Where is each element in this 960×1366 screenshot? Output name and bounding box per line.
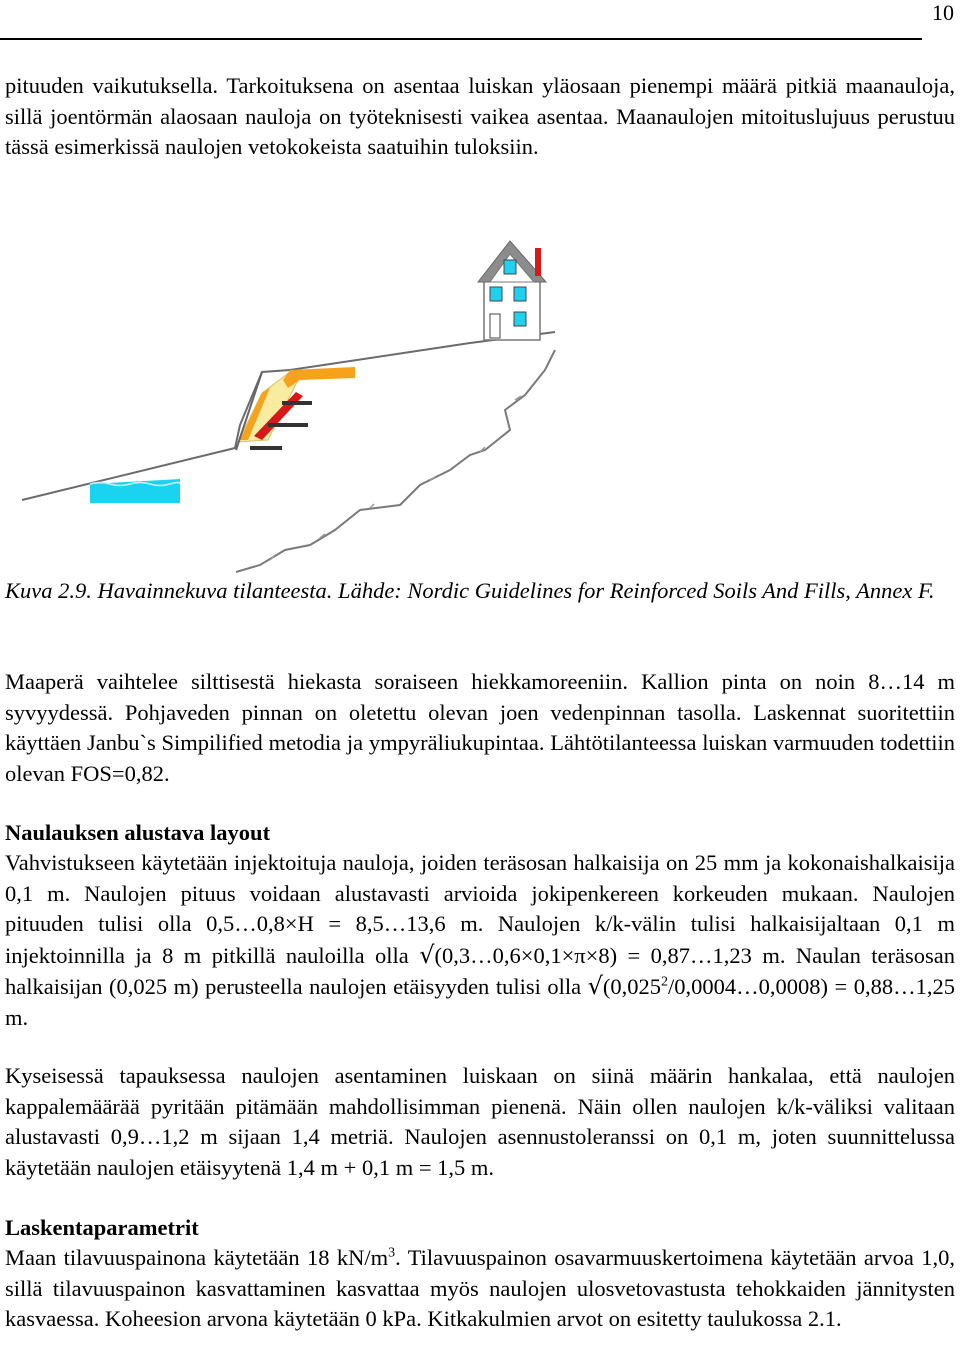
- paragraph-soil: Maaperä vaihtelee silttisestä hiekasta soraiseen hiekkamoreeniin. Kallion pinta on noin 8…14 m syvyydessä. Pohjaveden pinnan on oletettu olevan joen vedenpinnan tasolla. Laskennat suoritettiin käyttäen Janbu`s Simpilified metodia ja ympyräliukupintaa. Lähtötilanteessa luiskan varmuuden todettiin olevan FOS=0,82.: [5, 669, 955, 786]
- paragraph-spacing: Kyseisessä tapauksessa naulojen asentaminen luiskaan on siinä määrin hankalaa, että naulojen kappalemäärää pyritään pitämään mahdollisimman pienenä. Näin ollen naulojen k/k-väliksi valitaan alustavasti 0,9…1,2 m sijaan 1,4 metriä. Naulojen asennustoleranssi on 0,1 m, joten suunnittelussa käytetään naulojen etäisyytenä 1,4 m + 0,1 m = 1,5 m.: [5, 1063, 955, 1180]
- ground-surface: [22, 332, 555, 500]
- text-segment: Vahvistukseen käytetään injektoituja nauloja, joiden teräsosan halkaisija on 25 mm ja kokonaishalkaisija 0,1 m. Naulojen pituus voidaan alustavasti arvioida jokipenkereen korkeuden mukaan. Naulojen pituuden tulisi olla 0,5…0,8×H = 8,5…13,6 m. Naulojen k/k-välin tulisi halkaisijaltaan 0,1 m injektoinnilla ja 8 m pitkillä nauloilla olla: [5, 850, 955, 968]
- superscript: 2: [661, 974, 669, 990]
- rock-texture: [270, 396, 521, 560]
- illustration-figure: [0, 238, 960, 578]
- figure-caption: Kuva 2.9. Havainnekuva tilanteesta. Lähde: Nordic Guidelines for Reinforced Soils And Fills, Annex F.: [5, 578, 935, 603]
- text-segment: (0,025: [602, 974, 662, 999]
- heading-layout: Naulauksen alustava layout: [5, 820, 271, 845]
- superscript: 3: [388, 1245, 396, 1261]
- text-segment: /0,0004…0,0008) = 0,88…1,25 m.: [5, 974, 955, 1030]
- text-segment: Maan tilavuuspainona käytetään 18 kN/m: [5, 1245, 389, 1270]
- page-number: 10: [932, 0, 954, 25]
- sqrt-symbol: √: [587, 972, 603, 1000]
- text-segment: . Tilavuuspainon osavarmuuskertoimena käytetään arvoa 1,0, sillä tilavuuspainon kasvattaminen kasvattaa myös naulojen ulosvetovastusta tehokkaiden jännitysten kasvaessa. Koheesion arvona käytetään 0 kPa. Kitkakulmien arvot on esitetty taulukossa 2.1.: [5, 1245, 955, 1331]
- sqrt-symbol: √: [419, 940, 435, 969]
- text-segment: (0,3…0,6×0,1×π×8) = 0,87…1,23 m. Naulan teräsosan halkaisijan (0,025 m) perusteella naulojen etäisyyden tulisi olla: [5, 942, 955, 999]
- paragraph-parameters: [5, 1243, 955, 1335]
- paragraph-nail-layout: [5, 848, 955, 1033]
- heading-parameters: Laskentaparametrit: [5, 1215, 199, 1240]
- house-icon: [478, 241, 546, 340]
- paragraph-intro: pituuden vaikutuksella. Tarkoituksena on asentaa luiskan yläosaan pienempi määrä pitkiä maanauloja, sillä joentörmän alaosaan nauloja on työteknisesti vaikea asentaa. Maanaulojen mitoituslujuus perustuu tässä esimerkissä naulojen vetokokeista saatuihin tuloksiin.: [5, 73, 955, 159]
- header-rule: [0, 38, 922, 40]
